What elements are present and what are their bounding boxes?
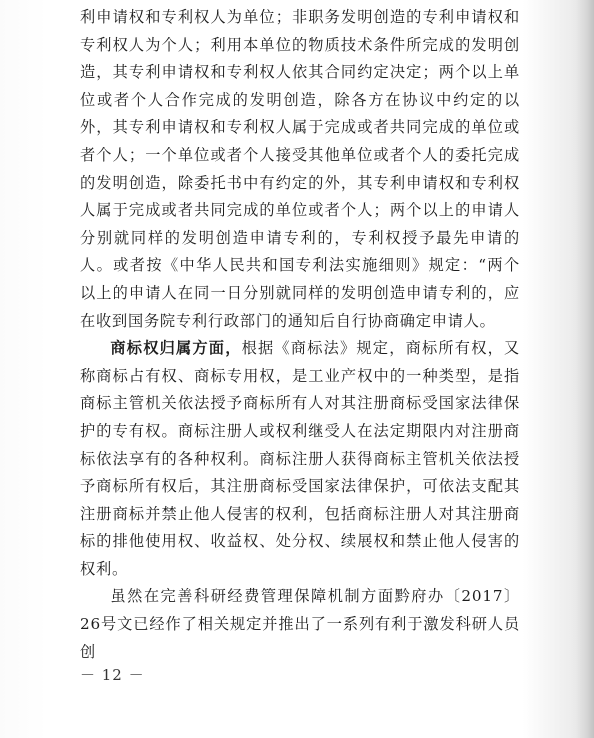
paragraph-lead: 商标权归属方面， [110, 339, 242, 358]
paragraph-trademark-ownership [80, 335, 520, 583]
page-number: － 12 － [80, 666, 145, 684]
paragraph-text: 虽然在完善科研经费管理保障机制方面黔府办〔2017〕26号文已经作了相关规定并推出了一系列有利于激发科研人员创 [80, 587, 520, 661]
paragraph-patent-ownership [80, 4, 520, 335]
paragraph-text: 利申请权和专利权人为单位；非职务发明创造的专利申请权和专利权人为个人；利用本单位的物质技术条件所完成的发明创造，其专利申请权和专利权人依其合同约定决定；两个以上单位或者个人合作完成的发明创造，除各方在协议中约定的以外，其专利申请权和专利权人属于完成或者共同完成的单位或者个人；一个单位或者个人接受其他单位或者个人的委托完成的发明创造，除委托书中有约定的外，其专利申请权和专利权人属于完成或者共同完成的单位或者个人；两个以上的申请人分别就同样的发明创造申请专利的，专利权授予最先申请的人。或者按《中华人民共和国专利法实施细则》规定：“两个以上的申请人在同一日分别就同样的发明创造申请专利的，应在收到国务院专利行政部门的通知后自行协商确定申请人。 [80, 8, 520, 330]
paragraph-funding-management [80, 583, 520, 666]
body-text [80, 4, 520, 666]
paragraph-text: 根据《商标法》规定，商标所有权，又称商标占有权、商标专用权，是工业产权中的一种类型，是指商标主管机关依法授予商标所有人对其注册商标受国家法律保护的专有权。商标注册人或权利继受人在法定期限内对注册商标依法享有的各种权利。商标注册人获得商标主管机关依法授予商标所有权后，其注册商标受国家法律保护，可依法支配其注册商标并禁止他人侵害的权利，包括商标注册人对其注册商标的排他使用权、收益权、处分权、续展权和禁止他人侵害的权利。 [80, 339, 520, 578]
